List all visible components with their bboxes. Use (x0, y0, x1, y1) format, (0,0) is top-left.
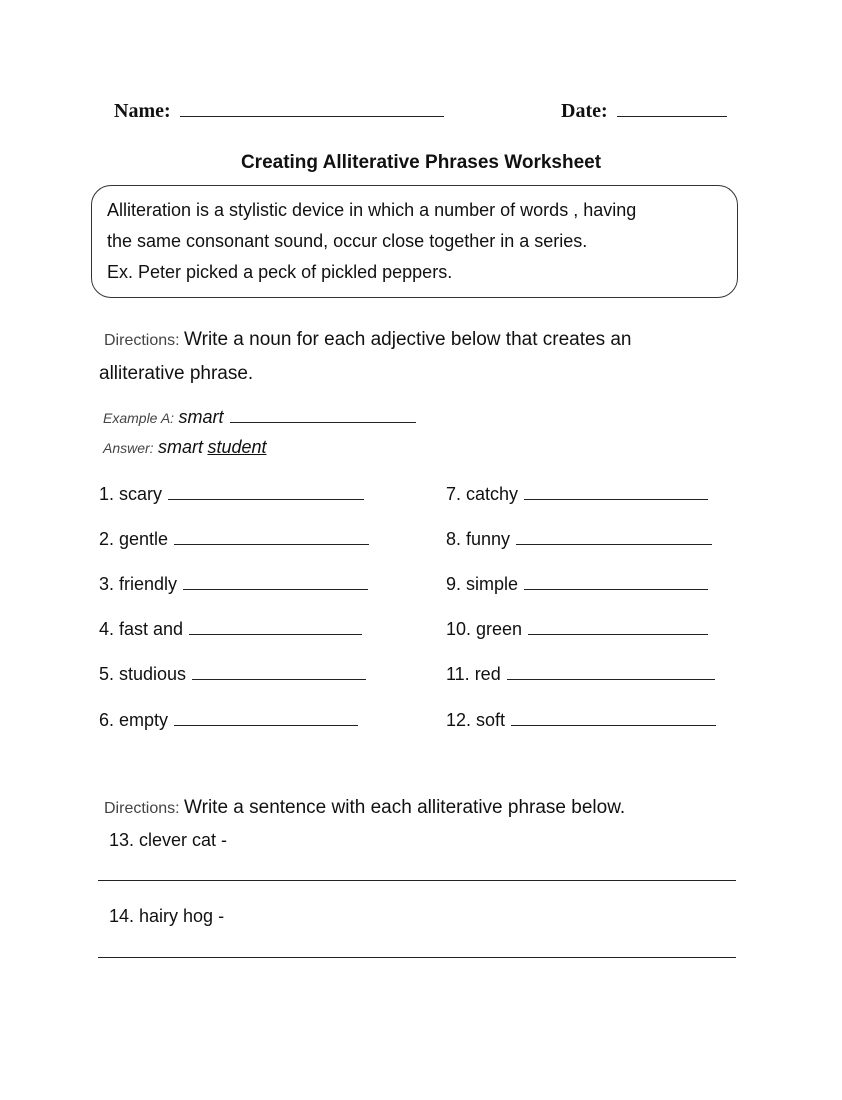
directions-label: Directions: (104, 332, 180, 349)
directions-1 (104, 329, 632, 351)
definition-line-1: Alliteration is a stylistic device in which a number of words , having (107, 200, 637, 220)
answer-blank-line[interactable] (507, 678, 715, 680)
answer-blank-line[interactable] (524, 498, 708, 500)
item-7[interactable] (446, 484, 708, 505)
answer-blank-line[interactable] (511, 724, 716, 726)
item-label: 5. studious (99, 664, 187, 684)
item-label: 4. fast and (99, 619, 184, 639)
date-field[interactable] (561, 100, 727, 123)
sentence-line-13[interactable] (98, 880, 736, 881)
item-4[interactable] (99, 619, 362, 640)
answer-blank-line[interactable] (168, 498, 364, 500)
answer-label: Answer: (103, 440, 154, 456)
directions-text: Write a sentence with each alliterative phrase below. (184, 797, 626, 818)
directions-label: Directions: (104, 800, 180, 817)
answer-blank-line[interactable] (516, 543, 712, 545)
answer-blank-line[interactable] (192, 678, 366, 680)
directions-text: Write a noun for each adjective below that creates an (184, 329, 632, 350)
answer-noun: student (207, 437, 267, 457)
item-8[interactable] (446, 529, 712, 550)
item-label: 12. soft (446, 710, 506, 730)
item-label: 10. green (446, 619, 523, 639)
definition-example: Ex. Peter picked a peck of pickled peppers. (107, 262, 453, 282)
date-label: Date: (561, 100, 608, 122)
date-blank-line[interactable] (617, 115, 727, 117)
item-label: 8. funny (446, 529, 511, 549)
example-label: Example A: (103, 410, 175, 426)
item-1[interactable] (99, 484, 364, 505)
answer-blank-line[interactable] (174, 543, 369, 545)
item-10[interactable] (446, 619, 708, 640)
item-6[interactable] (99, 710, 358, 731)
example-answer (103, 437, 267, 458)
name-label: Name: (114, 100, 171, 122)
example-word: smart (178, 407, 224, 427)
sentence-line-14[interactable] (98, 957, 736, 958)
name-field[interactable] (114, 100, 444, 123)
item-label: 2. gentle (99, 529, 169, 549)
item-11[interactable] (446, 664, 715, 685)
name-blank-line[interactable] (180, 115, 444, 117)
worksheet-title: Creating Alliterative Phrases Worksheet (240, 152, 602, 173)
answer-blank-line[interactable] (524, 588, 708, 590)
item-label: 9. simple (446, 574, 519, 594)
example-a (103, 407, 416, 428)
item-5[interactable] (99, 664, 366, 685)
definition-line-2: the same consonant sound, occur close together in a series. (107, 231, 588, 251)
item-label: 11. red (446, 664, 501, 684)
item-2[interactable] (99, 529, 369, 550)
directions-text-continued: alliterative phrase. (99, 363, 254, 384)
item-label: 1. scary (99, 484, 163, 504)
example-blank-line (230, 421, 416, 423)
answer-blank-line[interactable] (174, 724, 358, 726)
item-12[interactable] (446, 710, 716, 731)
answer-blank-line[interactable] (528, 633, 708, 635)
directions-2 (104, 797, 625, 819)
item-label: 3. friendly (99, 574, 178, 594)
item-label: 6. empty (99, 710, 169, 730)
item-9[interactable] (446, 574, 708, 595)
answer-blank-line[interactable] (183, 588, 368, 590)
item-13-label: 13. clever cat - (109, 830, 228, 850)
item-label: 7. catchy (446, 484, 519, 504)
item-14-label: 14. hairy hog - (109, 906, 225, 926)
answer-word: smart (158, 437, 204, 457)
answer-blank-line[interactable] (189, 633, 362, 635)
item-3[interactable] (99, 574, 368, 595)
